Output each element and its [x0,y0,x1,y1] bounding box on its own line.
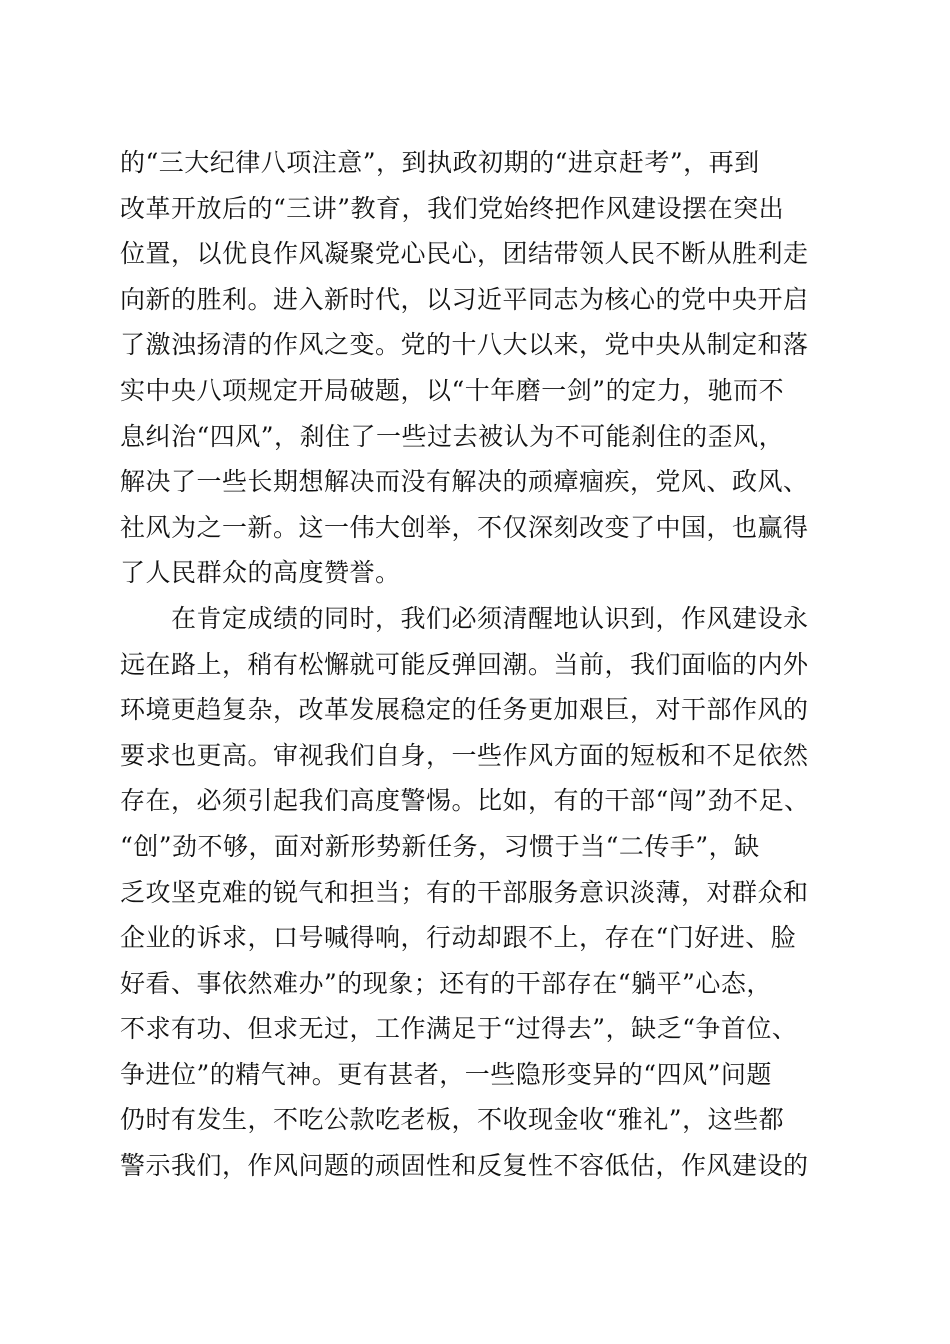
text-line: 向新的胜利。进入新时代，以习近平同志为核心的党中央开启 [120,284,809,314]
text-line: 存在，必须引起我们高度警惕。比如，有的干部“闯”劲不足、 [120,786,810,816]
text-line: 环境更趋复杂，改革发展稳定的任务更加艰巨，对干部作风的 [120,695,809,725]
text-line: 实中央八项规定开局破题，以“十年磨一剑”的定力，驰而不 [120,375,785,405]
text-line: 仍时有发生，不吃公款吃老板，不收现金收“雅礼”，这些都 [120,1105,785,1135]
text-line: 乏攻坚克难的锐气和担当；有的干部服务意识淡薄，对群众和 [120,877,809,907]
text-line: “创”劲不够，面对新形势新任务，习惯于当“二传手”，缺 [120,831,760,861]
body-text [120,140,835,1189]
text-line: 远在路上，稍有松懈就可能反弹回潮。当前，我们面临的内外 [120,649,809,679]
text-line: 解决了一些长期想解决而没有解决的顽瘴痼疾，党风、政风、 [120,467,809,497]
text-line: 了人民群众的高度赞誉。 [120,558,401,588]
text-line: 好看、事依然难办”的现象；还有的干部存在“躺平”心态， [120,968,772,998]
text-line: 改革开放后的“三讲”教育，我们党始终把作风建设摆在突出 [120,193,785,223]
text-line: 位置，以优良作风凝聚党心民心，团结带领人民不断从胜利走 [120,239,809,269]
text-line: 争进位”的精气神。更有甚者，一些隐形变异的“四风”问题 [120,1059,772,1089]
text-line: 了激浊扬清的作风之变。党的十八大以来，党中央从制定和落 [120,330,809,360]
text-line: 企业的诉求，口号喊得响，行动却跟不上，存在“门好进、脸 [120,923,797,953]
text-line: 不求有功、但求无过，工作满足于“过得去”，缺乏“争首位、 [120,1014,798,1044]
text-line: 在肯定成绩的同时，我们必须清醒地认识到，作风建设永 [120,603,809,633]
text-line: 的“三大纪律八项注意”，到执政初期的“进京赶考”，再到 [120,148,760,177]
text-line: 要求也更高。审视我们自身，一些作风方面的短板和不足依然 [120,740,809,770]
text-line: 社风为之一新。这一伟大创举，不仅深刻改变了中国，也赢得 [120,512,809,542]
text-line: 息纠治“四风”，刹住了一些过去被认为不可能刹住的歪风， [120,421,785,451]
text-line: 警示我们，作风问题的顽固性和反复性不容低估，作风建设的 [120,1151,809,1181]
